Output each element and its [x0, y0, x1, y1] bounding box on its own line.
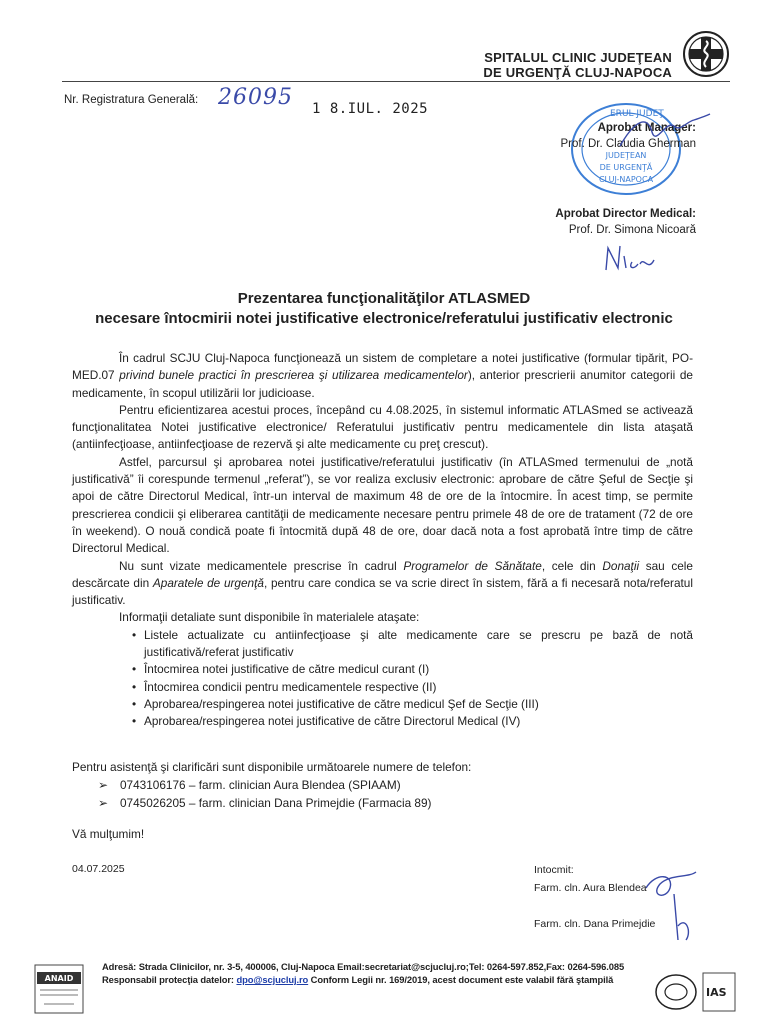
- certification-seal-icon: [654, 972, 698, 1012]
- iso-label: IAS: [706, 986, 727, 999]
- contacts: [72, 758, 471, 812]
- author-signatures: [640, 866, 710, 946]
- stamp-line2: DE URGENŢĂ: [599, 163, 653, 172]
- author-2: Farm. cln. Dana Primejdie: [534, 918, 656, 930]
- contact-item: ➢ 0743106176 – farm. clinician Aura Blendea (SPIAAM): [96, 776, 471, 794]
- registry-date-stamp: 1 8.IUL. 2025: [312, 101, 429, 117]
- ias-accreditation-icon: [702, 972, 736, 1012]
- stamp-text-top: ERUL JUDEŢ: [610, 109, 664, 119]
- registry-number: 26095: [218, 85, 293, 110]
- document-title: [40, 289, 728, 329]
- list-item: • Întocmirea notei justificative de către medicul curant (I): [132, 661, 693, 678]
- medical-director-label: Aprobat Director Medical:: [555, 208, 696, 220]
- paragraph-1: În cadrul SCJU Cluj-Napoca funcţionează un sistem de completare a notei justificative (formular tipărit, PO-MED.07 privind bunele practici în prescrierea şi utilizarea medicamentelor), anterior prescrierii anumitor categorii de medicamente, în scopul utilizării lor judicioase.: [72, 351, 693, 400]
- contacts-intro: Pentru asistenţă şi clarificări sunt disponibile următoarele numere de telefon:: [72, 760, 472, 774]
- list-item: • Aprobarea/respingerea notei justificative de către medicul Şef de Secţie (III): [132, 696, 693, 713]
- list-item: • Întocmirea condicii pentru medicamentele respective (II): [132, 679, 693, 696]
- list-item: • Aprobarea/respingerea notei justificative de către Directorul Medical (IV): [132, 713, 693, 730]
- manager-name: Prof. Dr. Claudia Gherman: [560, 138, 696, 150]
- paragraph-5: Informaţii detaliate sunt disponibile în materialele ataşate:: [119, 610, 420, 625]
- document-title-line2: necesare întocmirii notei justificative electronice/referatului justificativ electronic: [95, 310, 673, 327]
- footer: [102, 960, 624, 986]
- thanks-text: Vă mulţumim!: [72, 827, 145, 841]
- document-body: [72, 350, 693, 731]
- stamp-line3: CLUJ-NAPOCA: [598, 175, 654, 184]
- medical-director-signature: [602, 242, 662, 276]
- attachments-list: [132, 627, 693, 731]
- paragraph-2: Pentru eficientizarea acestui proces, începând cu 4.08.2025, în sistemul informatic ATLASmed se activează funcţionalitatea Notei justificative electronice/ Referatului justificativ pentru medicamentele din lista ataşată (antiinfecţioase, antiinfecţioase de rezervă şi alte medicamente cu preţ crescut).: [72, 402, 693, 452]
- dpo-email-link[interactable]: dpo@scjucluj.ro: [236, 974, 309, 985]
- anaid-label: ANAID: [44, 974, 74, 983]
- manager-signature: [614, 112, 714, 152]
- hospital-logo-icon: [682, 30, 730, 78]
- hospital-name-line2: DE URGENŢĂ CLUJ-NAPOCA: [483, 65, 672, 80]
- document-title-line1: Prezentarea funcţionalităţilor ATLASMED: [237, 290, 531, 307]
- paragraph-3: Astfel, parcursul şi aprobarea notei justificative/referatului justificativ (în ATLASmed termenului de „notă justificativă” îi corespunde termenul „referat”), se vor realiza exclusiv electronic: aprobare de către Şeful de Secţie şi apoi de către Directorul Medical, într-un interval de maximum 48 de ore de la întocmire. În acest timp, se permite prescrierea condicii şi eliberarea cantităţii de medicamente necesare pentru primele 48 de ore de tratament (72 de ore în weekend). O nouă condică poate fi întocmită după 48 de ore, doar dacă nota a fost aprobată între timp de către Directorul Medical.: [72, 454, 693, 556]
- list-item: • Listele actualizate cu antiinfecţioase şi alte medicamente care se prescru pe bază de notă justificativă/referat justificativ: [132, 627, 693, 662]
- prepared-by-label: Intocmit:: [534, 864, 574, 876]
- anaid-badge: [34, 964, 84, 1014]
- hospital-name-line1: SPITALUL CLINIC JUDEŢEAN: [484, 50, 672, 65]
- hospital-name: [483, 50, 672, 80]
- document-date: 04.07.2025: [72, 863, 125, 875]
- prepared-by: [534, 861, 655, 933]
- header-divider: [62, 81, 730, 82]
- medical-director-approval: [555, 206, 696, 238]
- author-1: Farm. cln. Aura Blendea: [534, 882, 647, 894]
- stamp-line1: JUDEŢEAN: [605, 151, 647, 160]
- paragraph-4: Nu sunt vizate medicamentele prescrise în cadrul Programelor de Sănătate, cele din Donaţii sau cele descărcate din Aparatele de urgenţă, pentru care condica se va scrie direct în sistem, fără a fi necesară nota/referatul justificativ.: [72, 558, 693, 608]
- contact-item: ➢ 0745026205 – farm. clinician Dana Primejdie (Farmacia 89): [96, 794, 471, 812]
- manager-approval-label: Aprobat Manager:: [597, 122, 696, 134]
- footer-address: Adresă: Strada Clinicilor, nr. 3-5, 400006, Cluj-Napoca Email:secretariat@scjucluj.ro;Tel: 0264-597.852,Fax: 0264-596.085: [102, 961, 625, 972]
- registry-label: Nr. Registratura Generală:: [64, 94, 199, 106]
- medical-director-name: Prof. Dr. Simona Nicoară: [568, 224, 696, 236]
- footer-data-protection: Responsabil protecţia datelor: dpo@scjucluj.ro Conform Legii nr. 169/2019, acest document este valabil fără ştampilă: [102, 974, 614, 985]
